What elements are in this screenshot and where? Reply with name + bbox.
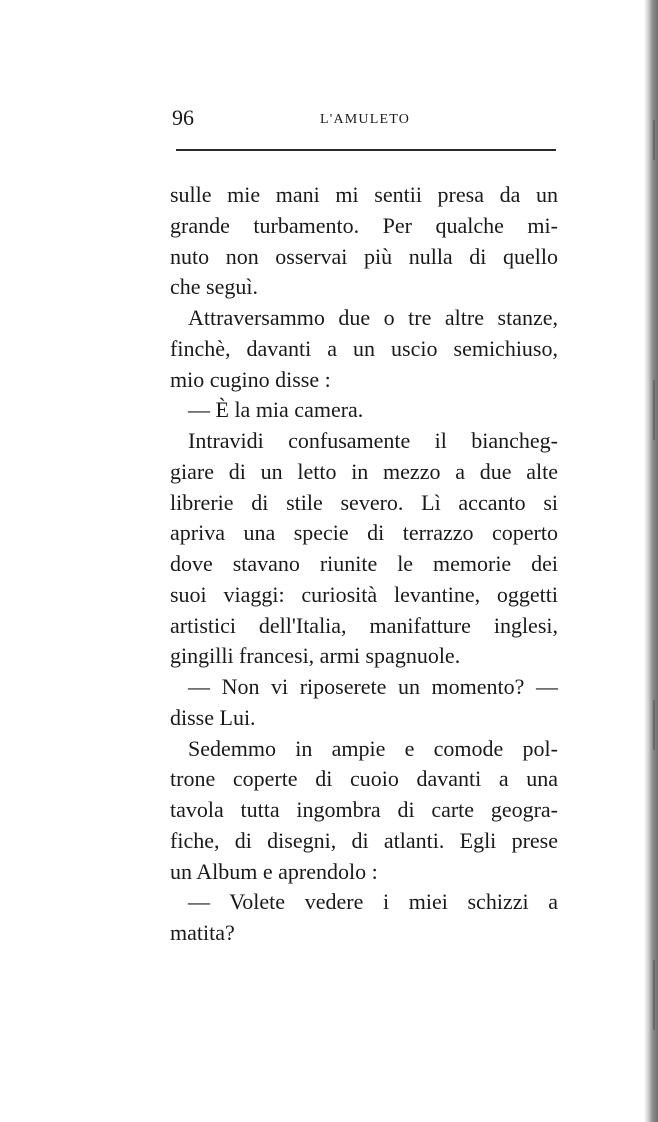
text-line: librerie di stile severo. Lì accanto si xyxy=(170,489,558,515)
text-line: matita? xyxy=(170,920,235,945)
edge-speck xyxy=(653,380,655,440)
body-text xyxy=(170,180,558,949)
text-line: disse Lui. xyxy=(170,704,256,730)
text-line: gingilli francesi, armi spagnuole. xyxy=(170,643,461,669)
text-line: grande turbamento. Per qualche mi- xyxy=(170,212,558,238)
text-line: fiche, di disegni, di atlanti. Egli prese xyxy=(170,827,558,853)
text-line: mio cugino disse : xyxy=(170,366,331,392)
edge-speck xyxy=(653,120,655,160)
page-number: 96 xyxy=(172,105,194,130)
text-line: che seguì. xyxy=(170,274,258,300)
running-title: L'AMULETO xyxy=(320,112,411,127)
text-line: dove stavano riunite le memorie dei xyxy=(170,551,558,576)
text-line: tavola tutta ingombra di carte geogra- xyxy=(170,797,558,822)
text-line: finchè, davanti a un uscio semichiuso, xyxy=(170,335,558,361)
text-line: suoi viaggi: curiosità levantine, oggetti xyxy=(170,581,558,607)
text-line: artistici dell'Italia, manifatture inglesi, xyxy=(170,612,558,638)
edge-speck xyxy=(653,960,655,1030)
text-line: un Album e aprendolo : xyxy=(170,858,378,884)
text-line: — Non vi riposerete un momento? — xyxy=(188,674,558,699)
text-line: apriva una specie di terrazzo coperto xyxy=(170,520,558,546)
text-line: sulle mie mani mi sentii presa da un xyxy=(170,182,558,207)
text-line: — È la mia camera. xyxy=(188,397,364,423)
text-line: — Volete vedere i miei schizzi a xyxy=(188,889,558,915)
text-line: Intravidi confusamente il biancheg- xyxy=(188,428,558,453)
edge-speck xyxy=(653,700,655,750)
header-rule xyxy=(176,149,556,151)
page-header xyxy=(172,104,557,136)
text-line: giare di un letto in mezzo a due alte xyxy=(170,458,558,484)
text-line: Attraversammo due o tre altre stanze, xyxy=(188,305,558,330)
page-edge-shadow xyxy=(644,0,658,1122)
text-line: nuto non osservai più nulla di quello xyxy=(170,243,558,269)
text-line: trone coperte di cuoio davanti a una xyxy=(170,766,558,792)
text-line: Sedemmo in ampie e comode pol- xyxy=(188,735,558,761)
